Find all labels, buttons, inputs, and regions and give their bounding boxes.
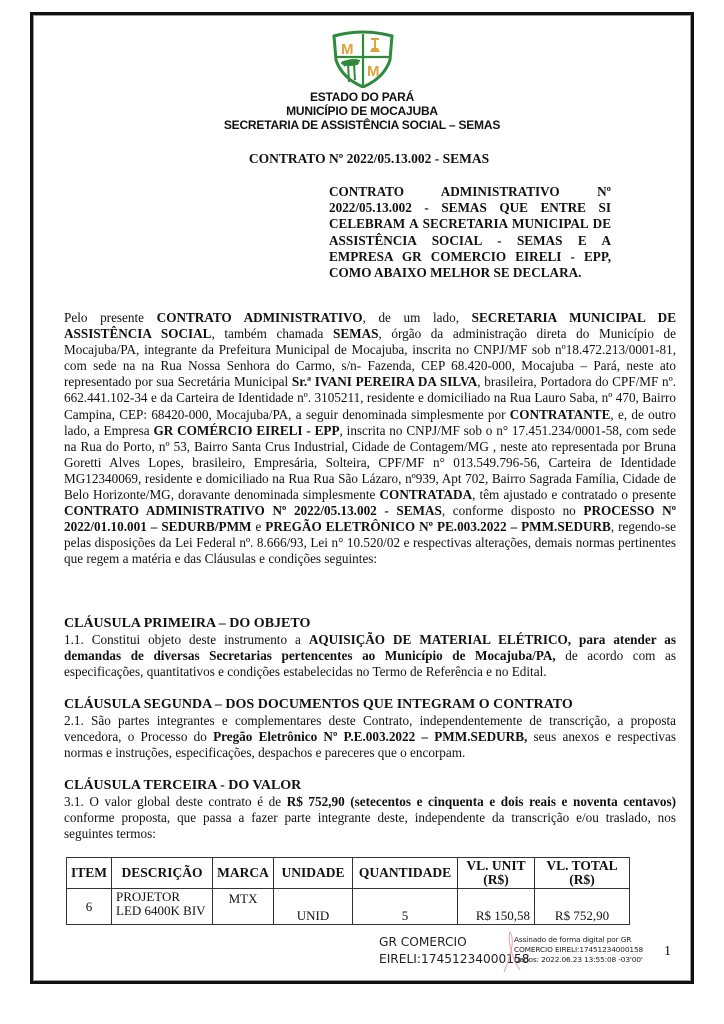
header-quantidade: QUANTIDADE bbox=[353, 858, 458, 889]
text-run: 1.1. Constitui objeto deste instrumento a bbox=[64, 632, 309, 647]
text-run: e bbox=[251, 519, 266, 535]
header-descricao: DESCRIÇÃO bbox=[112, 858, 213, 889]
clause-text bbox=[64, 713, 676, 761]
bold-text-run: PREGÃO ELETRÔNICO Nº PE.003.2022 – PMM.SEDURB bbox=[265, 519, 611, 535]
text-run: 3.1. O valor global deste contrato é de bbox=[64, 794, 287, 809]
text-run: , órgão da administração direta do Município de Mocajuba/PA, integrante da Prefeitura Municipal de Mocajuba, inscrita no CNPJ/MF sob nº18.472.213/0001-81, com sede na na Rua Nossa Senhora do Carmo, s/n- Fazenda, CEP 68.420-000, Mocajuba – Pará, neste ato representado por sua Secretária Municipal bbox=[64, 326, 677, 390]
contract-ementa: CONTRATO ADMINISTRATIVO Nº 2022/05.13.002 - SEMAS QUE ENTRE SI CELEBRAM A SECRETARIA MUNICIPAL DE ASSISTÊNCIA SOCIAL - SEMAS E A EMPRESA GR COMERCIO EIRELI - EPP, COMO ABAIXO MELHOR SE DECLARA. bbox=[329, 184, 611, 281]
text-run: 2.1. São partes integrantes e complementares deste Contrato, independentemente de transcrição, a proposta vencedora, o Processo do bbox=[64, 713, 676, 745]
bold-text-run: SECRETARIA MUNICIPAL DE ASSISTÊNCIA SOCIAL bbox=[64, 310, 676, 342]
logo-letter-m-bottom: M bbox=[367, 63, 380, 80]
header-state: ESTADO DO PARÁ bbox=[309, 90, 415, 104]
bold-text-run: CONTRATANTE bbox=[509, 406, 611, 422]
text-run: de acordo com as especificações, quantitativos e condições estabelecidas no Termo de Referência e no Edital. bbox=[64, 648, 676, 680]
header-department: SECRETARIA DE ASSISTÊNCIA SOCIAL – SEMAS bbox=[223, 118, 501, 132]
bold-text-run: R$ 752,90 (setecentos e cinquenta e dois reais e noventa centavos) bbox=[286, 794, 677, 809]
cell-marca: MTX bbox=[213, 889, 274, 925]
bold-text-run: GR COMÉRCIO EIRELI - EPP bbox=[153, 422, 340, 438]
clause-title: CLÁUSULA TERCEIRA - DO VALOR bbox=[64, 778, 302, 793]
cell-vl-total: R$ 752,90 bbox=[535, 889, 630, 925]
clause-first bbox=[64, 615, 676, 680]
text-run: , brasileira, Portadora do CPF/MF nº. 662.441.102-34 e da Carteira de Identidade nº. 3105211, residente e domiciliado na Rua Lauro Saba, nº 470, Bairro Campina, CEP: 68420-000, Mocajuba/PA, a seguir denominada simplesmente por bbox=[64, 374, 676, 422]
signature-name-line-1: GR COMERCIO bbox=[379, 935, 467, 949]
page-number: 1 bbox=[664, 944, 671, 959]
signature-info-line-1: Assinado de forma digital por GR bbox=[514, 935, 632, 944]
bold-text-run: Sr.ª IVANI PEREIRA DA SILVA bbox=[291, 374, 478, 390]
text-run: , inscrita no CNPJ/MF sob o n° 17.451.234/0001-58, com sede na Rua do Porto, nº 53, Bairro Santa Crus Industrial, Cidade de Contagem/MG , neste ato representada por Bruna Goretti Alves Lopes, brasileiro, Empresária, Solteira, CPF/MF n° 013.549.796-56, Carteira de Identidade MG12340069, residente e domiciliado na Rua Rua São Lázaro, nº939, Apt 702, Bairro Sagrada Família, Cidade de Belo Horizonte/MG, doravante denominada simplesmente bbox=[64, 422, 676, 503]
bold-text-run: SEMAS bbox=[333, 326, 379, 342]
preamble-paragraph bbox=[64, 310, 676, 568]
clause-text bbox=[64, 794, 676, 842]
cell-vl-unit: R$ 150,58 bbox=[458, 889, 535, 925]
text-run: , regendo-se pelas disposições da Lei Federal nº. 8.666/93, Lei n° 10.520/02 e respectivas alterações, demais normas pertinentes que regem a matéria e das Cláusulas e condições seguintes: bbox=[64, 519, 676, 567]
text-run: conforme proposta, que passa a fazer parte integrante deste, independente da transcrição e/ou traslado, nos seguintes termos: bbox=[64, 810, 676, 842]
signature-name-line-2: EIRELI:17451234000158 bbox=[379, 952, 530, 966]
header-municipality: MUNICÍPIO DE MOCAJUBA bbox=[286, 104, 438, 118]
cell-item: 6 bbox=[67, 889, 112, 925]
bold-text-run: CONTRATO ADMINISTRATIVO bbox=[156, 310, 363, 325]
header-vl-unit: VL. UNIT (R$) bbox=[458, 858, 535, 889]
signature-info-line-3: Dados: 2022.06.23 13:55:08 -03'00' bbox=[514, 955, 643, 964]
text-run: Pelo presente bbox=[64, 310, 157, 325]
text-run: , também chamada bbox=[211, 326, 333, 342]
bold-text-run: Pregão Eletrônico Nº P.E.003.2022 – PMM.SEDURB, bbox=[213, 729, 528, 745]
clause-title: CLÁUSULA PRIMEIRA – DO OBJETO bbox=[64, 616, 311, 631]
clause-text bbox=[64, 632, 676, 680]
contract-title: CONTRATO Nº 2022/05.13.002 - SEMAS bbox=[248, 151, 490, 166]
table-header-row bbox=[67, 858, 630, 889]
header-unidade: UNIDADE bbox=[274, 858, 353, 889]
clause-third bbox=[64, 777, 676, 842]
text-run: , de um lado, bbox=[362, 310, 472, 325]
clause-second bbox=[64, 696, 676, 761]
bold-text-run: PROCESSO Nº 2022/01.10.001 – SEDURB/PMM bbox=[64, 503, 676, 535]
bold-text-run: AQUISIÇÃO DE MATERIAL ELÉTRICO, para atender as demandas de diversas Secretarias pertencentes ao Município de Mocajuba/PA, bbox=[64, 632, 676, 664]
logo-letter-m-top: M bbox=[341, 41, 354, 58]
text-run: seus anexos e respectivas normas e instruções, especificações, despachos e pareceres que o encorpam. bbox=[64, 729, 676, 761]
cell-descricao: PROJETOR LED 6400K BIV bbox=[112, 889, 213, 925]
table-row bbox=[67, 889, 630, 925]
municipal-coat-of-arms-logo bbox=[330, 30, 396, 88]
digital-signature-info bbox=[514, 935, 643, 965]
header-vl-total: VL. TOTAL (R$) bbox=[535, 858, 630, 889]
text-run: , e, de outro lado, a Empresa bbox=[64, 406, 676, 438]
header-marca: MARCA bbox=[213, 858, 274, 889]
text-run: , têm ajustado e contratado o presente bbox=[472, 487, 677, 503]
cell-unidade: UNID bbox=[274, 889, 353, 925]
header-item: ITEM bbox=[67, 858, 112, 889]
items-table bbox=[66, 857, 630, 925]
text-run: , conforme disposto no bbox=[441, 503, 584, 519]
bold-text-run: CONTRATADA bbox=[379, 487, 473, 503]
signature-info-line-2: COMERCIO EIRELI:17451234000158 bbox=[514, 945, 644, 954]
clause-title: CLÁUSULA SEGUNDA – DOS DOCUMENTOS QUE INTEGRAM O CONTRATO bbox=[64, 697, 573, 712]
cell-quantidade: 5 bbox=[353, 889, 458, 925]
bold-text-run: CONTRATO ADMINISTRATIVO Nº 2022/05.13.002 - SEMAS bbox=[64, 503, 442, 519]
